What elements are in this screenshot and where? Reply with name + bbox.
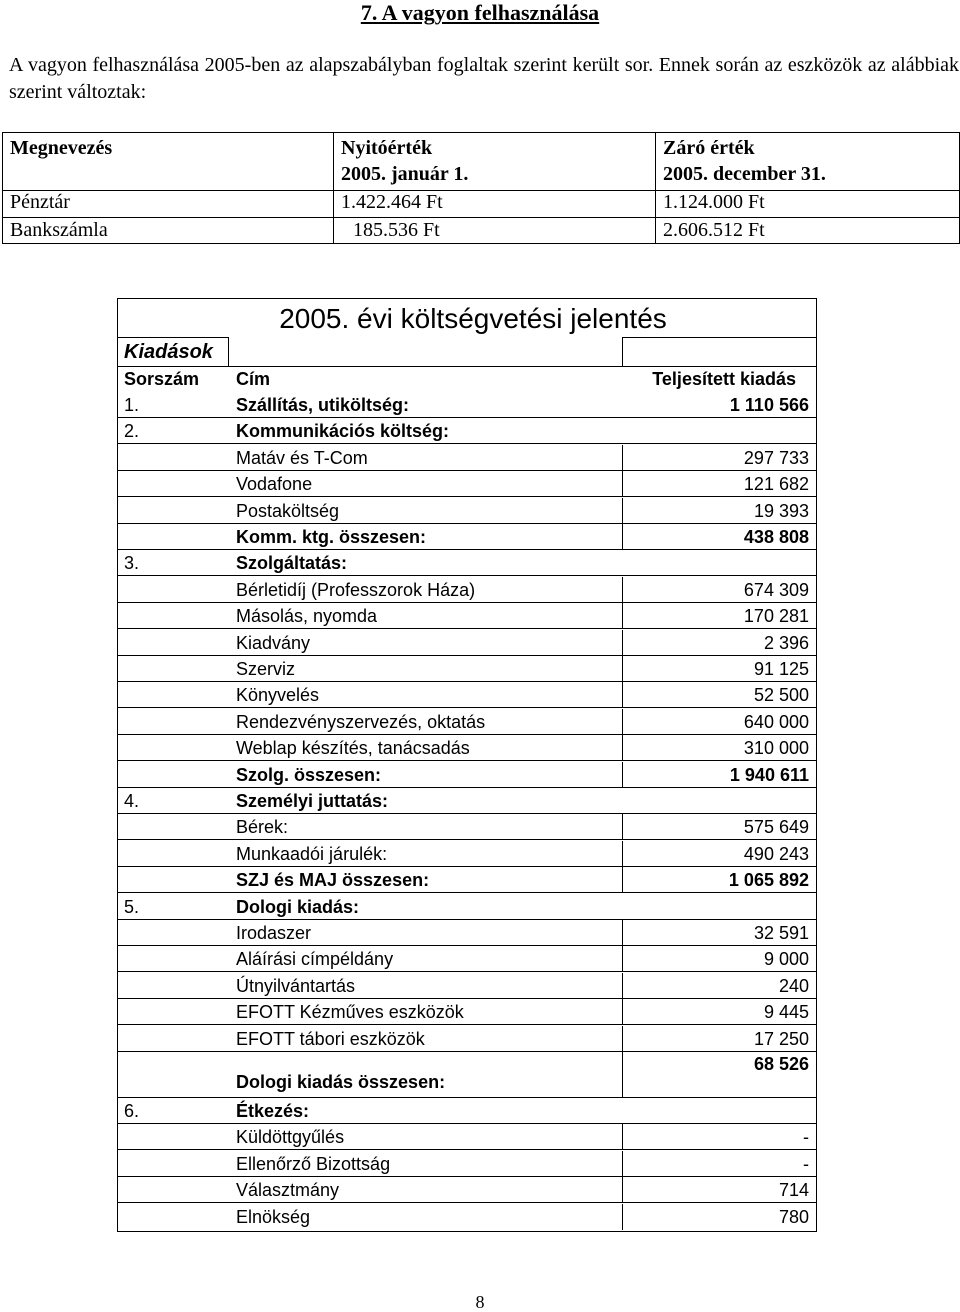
amount-divider [622,656,623,682]
row-amount: 1 110 566 [729,395,809,415]
row-amount: - [803,1153,809,1174]
row-label: EFOTT Kézműves eszközök [236,1002,464,1023]
expense-row [118,999,816,1025]
header-title: Cím [236,369,271,389]
expense-row [118,1151,816,1177]
row-label: Másolás, nyomda [236,606,378,627]
header-number: Sorszám [124,369,200,389]
row-label: Választmány [236,1180,340,1201]
amount-divider [622,1026,623,1052]
row-divider [3,217,959,218]
expense-row [118,498,816,524]
amount-divider [622,973,623,999]
expense-row [118,946,816,972]
assets-row-name: Pénztár [10,191,70,213]
assets-header-name: Megnevezés [10,137,113,159]
page-number: 8 [475,1292,485,1312]
row-amount: 310 000 [743,738,809,759]
row-amount: 438 808 [743,527,809,547]
row-label: Matáv és T-Com [236,447,368,468]
row-label: Postaköltség [236,500,340,521]
amount-divider [622,762,623,788]
amount-divider [622,867,623,893]
expense-row [118,471,816,497]
row-label: Irodaszer [236,923,312,943]
row-label: Kommunikációs költség: [236,421,450,442]
row-amount: 32 591 [753,923,809,943]
row-label: Küldöttgyűlés [236,1127,345,1148]
amount-divider [622,1124,623,1150]
assets-row-close: 1.124.000 Ft [663,191,765,213]
section-row [118,788,816,814]
row-amount: 19 393 [753,500,809,521]
assets-header-close: Záró érték [663,137,755,159]
section-heading: 7. A vagyon felhasználása [360,0,600,25]
row-amount: 297 733 [743,447,809,468]
assets-header-open-date: 2005. január 1. [341,163,469,185]
row-label: Szerviz [236,659,296,679]
assets-row-close: 2.606.512 Ft [663,219,765,241]
expenses-box-top [118,337,228,338]
expense-row [118,973,816,999]
assets-row-open: 185.536 Ft [353,219,440,241]
column-divider [333,133,334,243]
column-divider [655,133,656,243]
row-amount: 68 526 [753,1054,809,1074]
row-label: Szállítás, utiköltség: [236,395,410,415]
expense-row [118,445,816,471]
assets-row-open: 1.422.464 Ft [341,191,443,213]
row-label: Vodafone [236,474,313,495]
expense-row [118,1052,816,1098]
amount-box-top [622,337,816,338]
row-number: 6. [124,1101,140,1121]
row-label: Útnyilvántartás [236,975,356,996]
expense-row [118,867,816,893]
section-row [118,1098,816,1124]
budget-header-row [118,366,816,392]
amount-divider [622,471,623,497]
assets-table [2,132,960,244]
expenses-box-right [228,337,229,366]
expense-row [118,392,816,418]
row-label: Bérletidíj (Professzorok Háza) [236,579,476,600]
amount-divider [622,630,623,656]
amount-divider [622,709,623,735]
row-number: 1. [124,395,140,415]
row-label: EFOTT tábori eszközök [236,1028,425,1049]
amount-divider [622,1204,623,1230]
row-label: Rendezvényszervezés, oktatás [236,711,486,732]
expense-row [118,814,816,840]
row-label: Dologi kiadás összesen: [236,1072,446,1092]
budget-title-text: 2005. évi költségvetési jelentés [279,303,667,334]
budget-report-table [117,298,817,1232]
row-label: Kiadvány [236,632,311,653]
amount-divider [622,946,623,972]
row-amount: 17 250 [753,1028,809,1049]
assets-row-name: Bankszámla [10,219,108,241]
amount-divider [622,524,623,550]
expense-row [118,603,816,629]
expense-row [118,735,816,761]
expenses-label: Kiadások [124,341,213,363]
expense-row [118,1204,816,1230]
assets-header-close-date: 2005. december 31. [663,163,826,185]
row-amount: - [803,1127,809,1148]
expense-row [118,920,816,946]
row-amount: 780 [778,1206,809,1227]
row-amount: 121 682 [743,474,809,495]
row-label: Komm. ktg. összesen: [236,527,427,547]
expense-row [118,1124,816,1150]
row-label: Ellenőrző Bizottság [236,1153,391,1174]
row-number: 4. [124,791,140,811]
row-amount: 640 000 [743,711,809,732]
row-label: SZJ és MAJ összesen: [236,870,430,891]
amount-divider [622,682,623,708]
header-amount: Teljesített kiadás [652,369,796,389]
expense-row [118,656,816,682]
row-label: Weblap készítés, tanácsadás [236,738,470,759]
row-label: Étkezés: [236,1101,310,1121]
row-amount: 1 065 892 [728,870,809,891]
row-label: Személyi juttatás: [236,791,389,811]
amount-divider [622,1151,623,1177]
amount-divider [622,498,623,524]
amount-divider [622,814,623,840]
row-label: Könyvelés [236,685,320,706]
assets-header-open: Nyitóérték [341,137,433,159]
expense-row [118,682,816,708]
amount-divider [622,1052,623,1098]
expense-row [118,841,816,867]
row-amount: 714 [778,1180,809,1201]
amount-divider [622,603,623,629]
expense-row [118,524,816,550]
row-label: Elnökség [236,1206,311,1227]
amount-box-left [622,337,623,366]
amount-divider [622,841,623,867]
expense-row [118,630,816,656]
row-number: 3. [124,553,140,574]
amount-divider [622,735,623,761]
amount-divider [622,1177,623,1203]
row-amount: 490 243 [743,843,809,864]
expense-row [118,1026,816,1052]
row-amount: 9 000 [763,949,809,970]
row-label: Szolgáltatás: [236,553,348,574]
row-amount: 240 [778,975,809,996]
row-amount: 9 445 [763,1002,809,1023]
section-row [118,550,816,576]
section-row [118,418,816,444]
expense-row [118,577,816,603]
row-divider [3,190,959,191]
expense-row [118,1177,816,1203]
row-number: 2. [124,421,140,442]
row-label: Aláírási címpéldány [236,949,394,970]
row-label: Dologi kiadás: [236,896,360,917]
row-label: Szolg. összesen: [236,764,382,785]
row-amount: 674 309 [743,579,809,600]
amount-divider [622,920,623,946]
row-amount: 1 940 611 [729,764,809,785]
intro-paragraph: A vagyon felhasználása 2005-ben az alapszabályban foglaltak szerint került sor. Ennek során az eszközök az alábbiak szerint változtak: [9,54,959,103]
budget-title [118,301,816,337]
amount-divider [622,577,623,603]
row-amount: 575 649 [743,817,809,838]
row-amount: 52 500 [753,685,809,706]
amount-divider [622,445,623,471]
section-row [118,894,816,920]
amount-divider [622,999,623,1025]
row-label: Bérek: [236,817,289,838]
row-label: Munkaadói járulék: [236,843,388,864]
row-number: 5. [124,896,140,917]
row-amount: 91 125 [753,659,809,679]
row-amount: 2 396 [763,632,809,653]
row-amount: 170 281 [743,606,809,627]
expense-row [118,709,816,735]
expense-row [118,762,816,788]
